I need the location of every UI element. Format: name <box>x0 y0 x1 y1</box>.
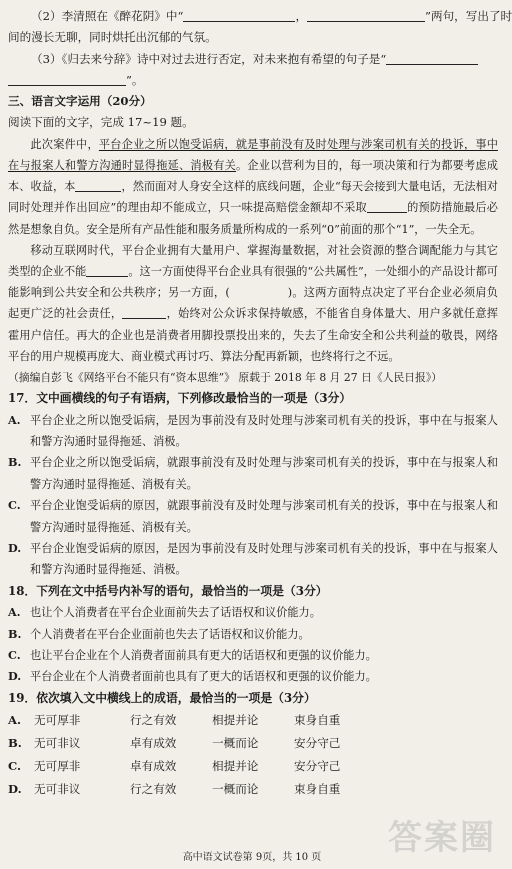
option-key: D. <box>8 669 22 684</box>
option-key: C. <box>8 498 21 513</box>
source-note: （摘编自彭飞《网络平台不能只有“资本思维”》 原载于 2018 年 8 月 27 日《人民日报》） <box>8 371 443 385</box>
option-text: 平台企业之所以饱受诟病，是因为事前没有及时处理与涉案司机有关的投诉，事中在与报案人和警方沟通时显得拖延、消极。 <box>30 413 498 449</box>
option-text: 平台企业之所以饱受诟病，就跟事前没有及时处理与涉案司机有关的投诉，事中在与报案人和警方沟通时显得拖延、消极有关。 <box>30 456 498 491</box>
answer-blank[interactable] <box>386 52 478 65</box>
option-idiom: 无可厚非 <box>34 713 81 728</box>
option-key: A. <box>8 713 22 728</box>
q18-option[interactable] <box>8 645 498 666</box>
q18-option[interactable] <box>8 602 498 623</box>
question-3: （3）《归去来兮辞》诗中对过去进行否定，对未来抱有希望的句子是“ <box>8 49 498 70</box>
underlined-sentence: 平台企业之所以饱受诟病，就是事前没有及时处理与涉案司机有关的投诉，事中在与报案人和警方沟通时显得拖延、消极有关 <box>8 137 498 172</box>
option-idiom: 一概而论 <box>212 782 259 797</box>
option-idiom: 行之有效 <box>130 713 177 728</box>
question-17-stem: 17．文中画横线的句子有语病，下列修改最恰当的一项是（3分） <box>8 391 352 406</box>
option-idiom: 行之有效 <box>130 782 177 797</box>
section-instruction: 阅读下面的文字，完成 17~19 题。 <box>8 115 194 130</box>
option-text: 也让个人消费者在平台企业面前失去了话语权和议价能力。 <box>30 606 321 620</box>
option-key: C. <box>8 759 22 774</box>
option-idiom: 相提并论 <box>212 713 259 728</box>
q19-option[interactable] <box>8 732 498 755</box>
option-key: D. <box>8 782 22 797</box>
watermark-logo: 答案圈 <box>388 818 496 858</box>
question-2: （2）李清照在《醉花阴》中“ ， ”两句，写出了时 <box>31 9 512 23</box>
q18-option[interactable] <box>8 666 498 687</box>
q19-option[interactable] <box>8 709 498 732</box>
question-18-options <box>8 602 498 688</box>
option-idiom: 束身自重 <box>294 713 341 728</box>
option-idiom: 卓有成效 <box>130 736 177 751</box>
option-key: B. <box>8 455 22 470</box>
question-19-stem: 19．依次填入文中横线上的成语，最恰当的一项是（3分） <box>8 690 316 705</box>
question-2-cont: 间的漫长无聊，同时烘托出沉郁的气氛。 <box>8 30 217 45</box>
option-idiom: 一概而论 <box>212 736 259 751</box>
q17-option[interactable] <box>8 538 498 581</box>
q19-option[interactable] <box>8 755 498 778</box>
question-19-options <box>8 709 498 801</box>
option-idiom: 无可非议 <box>34 736 81 751</box>
option-key: D. <box>8 541 22 556</box>
q19-option[interactable] <box>8 778 498 801</box>
passage-paragraph-2: 移动互联网时代，平台企业拥有大量用户、掌握海量数据，对社会资源的整合调配能力与其它类型的企业不能 。这一方面使得平台企业具有很强的“公共属性”，一处细小的产品设计都可能影响到公共安全和公共秩序；另一方面，( )。这两方面特点决定了平台企业必须肩负起更广泛的社会责任， ，始终对公众诉求保持敏感，不能省自身体量大、用户多就任意挥霍用户信任。再大的企业也是消费者用脚投票投出来的，失去了生命安全和公共利益的敬畏，网络平台的用户规模再庞大、商业模式再讨巧、算法分配再新颖，也终将行之不远。 <box>8 243 498 363</box>
q17-option[interactable] <box>8 495 498 538</box>
option-text: 平台企业在个人消费者面前也具有了更大的话语权和更强的议价能力。 <box>30 670 377 684</box>
option-idiom: 安分守己 <box>294 759 341 774</box>
idiom-blank-4[interactable] <box>122 306 166 319</box>
q18-option[interactable] <box>8 624 498 645</box>
option-key: A. <box>8 605 21 620</box>
option-key: C. <box>8 647 21 662</box>
option-idiom: 无可非议 <box>34 782 81 797</box>
option-key: B. <box>8 626 22 641</box>
answer-blank[interactable] <box>307 9 425 22</box>
q17-option[interactable] <box>8 410 498 453</box>
question-18-stem: 18．下列在文中括号内补写的语句，最恰当的一项是（3分） <box>8 583 328 598</box>
passage-paragraph-1: 此次案件中，平台企业之所以饱受诟病，就是事前没有及时处理与涉案司机有关的投诉，事中在与报案人和警方沟通时显得拖延、消极有关。企业以营利为目的，每一项决策和行为都要考虑成本、收益，本 ，然而面对人身安全这样的底线问题，企业“每天会接到大量电话，无法相对同时处理并作出回应”的理由却不能成立，只一味提高赔偿金额却不采取 的预防措施最后必然是想象自负。安全是所有产品性能和服务质量所构成的一系列“0”前面的那个“1”，一失全无。 <box>8 137 498 236</box>
option-text: 平台企业饱受诟病的原因，就跟事前没有及时处理与涉案司机有关的投诉，事中在与报案人和警方沟通时显得拖延、消极有关。 <box>30 499 498 534</box>
q17-option[interactable] <box>8 452 498 495</box>
idiom-blank-1[interactable] <box>75 179 121 192</box>
section-heading: 三、语言文字运用（20分） <box>8 94 152 109</box>
option-idiom: 无可厚非 <box>34 759 81 774</box>
page-footer: 高中语文试卷第 9页，共 10 页 <box>182 852 322 863</box>
option-key: B. <box>8 736 22 751</box>
question-17-options <box>8 410 498 581</box>
option-text: 也让平台企业在个人消费者面前具有更大的话语权和更强的议价能力。 <box>30 648 377 662</box>
answer-blank[interactable] <box>183 9 295 22</box>
idiom-blank-2[interactable] <box>367 200 407 213</box>
option-idiom: 卓有成效 <box>130 759 177 774</box>
option-idiom: 相提并论 <box>212 759 259 774</box>
option-text: 个人消费者在平台企业面前也失去了话语权和议价能力。 <box>30 627 310 641</box>
question-3-cont: ”。 <box>8 70 498 91</box>
option-text: 平台企业饱受诟病的原因，是因为事前没有及时处理与涉案司机有关的投诉，事中在与报案人和警方沟通时显得拖延、消极。 <box>30 542 498 577</box>
idiom-blank-3[interactable] <box>86 264 128 277</box>
option-key: A. <box>8 412 21 427</box>
option-idiom: 束身自重 <box>294 782 341 797</box>
option-idiom: 安分守己 <box>294 736 341 751</box>
answer-blank[interactable] <box>8 73 126 86</box>
